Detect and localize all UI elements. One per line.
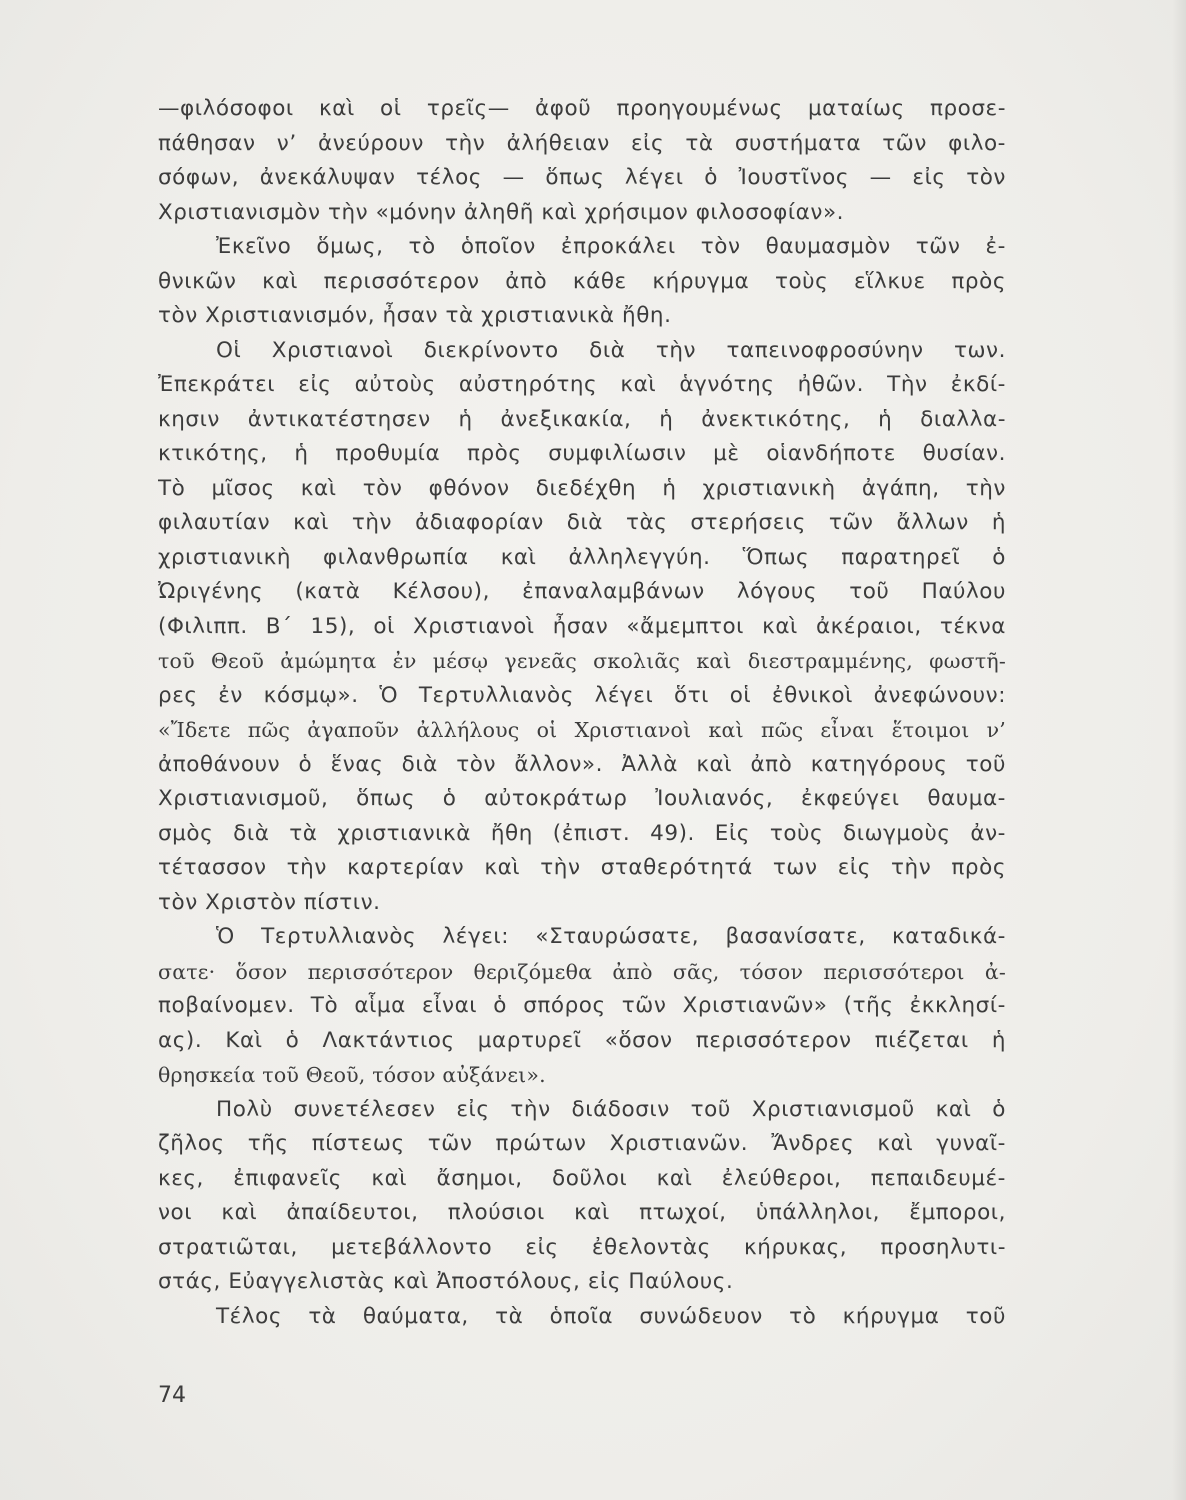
text-line: —φιλόσοφοι καὶ οἱ τρεῖς— ἀφοῦ προηγουμένως ματαίως προσε- bbox=[158, 96, 1006, 121]
text-line: τέτασσον τὴν καρτερίαν καὶ τὴν σταθερότητά των εἰς τὴν πρὸς bbox=[158, 855, 1006, 880]
body-text bbox=[158, 92, 1006, 1334]
text-line: Ἐπεκράτει εἰς αὐτοὺς αὐστηρότης καὶ ἁγνότης ἠθῶν. Τὴν ἐκδί- bbox=[158, 372, 1006, 397]
text-line: θρησκεία τοῦ Θεοῦ, τόσον αὐξάνει». bbox=[158, 1063, 546, 1087]
text-line: τοῦ Θεοῦ ἀμώμητα ἐν μέσῳ γενεᾶς σκολιᾶς καὶ διεστραμμένης, φωστῆ- bbox=[158, 649, 1006, 673]
text-line: νοι καὶ ἀπαίδευτοι, πλούσιοι καὶ πτωχοί, ὑπάλληλοι, ἔμποροι, bbox=[158, 1200, 1006, 1225]
text-line: Πολὺ συνετέλεσεν εἰς τὴν διάδοσιν τοῦ Χριστιανισμοῦ καὶ ὁ bbox=[216, 1096, 1006, 1122]
text-line: ας). Καὶ ὁ Λακτάντιος μαρτυρεῖ «ὅσον περισσότερον πιέζεται ἡ bbox=[158, 1027, 1006, 1053]
page-number: 74 bbox=[158, 1383, 186, 1408]
text-line: στάς, Εὐαγγελιστὰς καὶ Ἀποστόλους, εἰς Παύλους. bbox=[158, 1269, 734, 1294]
text-line: τὸν Χριστὸν πίστιν. bbox=[158, 889, 381, 915]
text-line: σμὸς διὰ τὰ χριστιανικὰ ἤθη (ἐπιστ. 49). Εἰς τοὺς διωγμοὺς ἀν- bbox=[158, 820, 1006, 846]
text-line: πάθησαν ν’ ἀνεύρουν τὴν ἀλήθειαν εἰς τὰ συστήματα τῶν φιλο- bbox=[158, 130, 1006, 156]
text-line: Χριστιανισμὸν τὴν «μόνην ἀληθῆ καὶ χρήσιμον φιλοσοφίαν». bbox=[158, 199, 845, 225]
text-line: στρατιῶται, μετεβάλλοντο εἰς ἐθελοντὰς κήρυκας, προσηλυτι- bbox=[158, 1234, 1006, 1260]
text-line: κησιν ἀντικατέστησεν ἡ ἀνεξικακία, ἡ ἀνεκτικότης, ἡ διαλλα- bbox=[158, 406, 1006, 432]
text-line: σόφων, ἀνεκάλυψαν τέλος — ὅπως λέγει ὁ Ἰουστῖνος — εἰς τὸν bbox=[158, 165, 1006, 190]
text-line: ποβαίνομεν. Τὸ αἷμα εἶναι ὁ σπόρος τῶν Χριστιανῶν» (τῆς ἐκκλησί- bbox=[158, 993, 1006, 1018]
text-line: τὸν Χριστιανισμόν, ἦσαν τὰ χριστιανικὰ ἤθη. bbox=[158, 303, 672, 328]
text-line: «Ἴδετε πῶς ἀγαποῦν ἀλλήλους οἱ Χριστιανοὶ καὶ πῶς εἶναι ἕτοιμοι ν’ bbox=[158, 718, 1006, 742]
text-line: ἀποθάνουν ὁ ἕνας διὰ τὸν ἄλλον». Ἀλλὰ καὶ ἀπὸ κατηγόρους τοῦ bbox=[158, 751, 1006, 777]
text-line: Χριστιανισμοῦ, ὅπως ὁ αὐτοκράτωρ Ἰουλιανός, ἐκφεύγει θαυμα- bbox=[158, 786, 1006, 811]
text-line: Οἱ Χριστιανοὶ διεκρίνοντο διὰ τὴν ταπεινοφροσύνην των. bbox=[216, 337, 1006, 363]
text-line: Ἐκεῖνο ὅμως, τὸ ὁποῖον ἐπροκάλει τὸν θαυμασμὸν τῶν ἐ- bbox=[216, 234, 1006, 259]
text-line: ζῆλος τῆς πίστεως τῶν πρώτων Χριστιανῶν. Ἄνδρες καὶ γυναῖ- bbox=[158, 1131, 1006, 1156]
text-line: θνικῶν καὶ περισσότερον ἀπὸ κάθε κήρυγμα τοὺς εἵλκυε πρὸς bbox=[158, 268, 1006, 294]
text-line: ρες ἐν κόσμῳ». Ὁ Τερτυλλιανὸς λέγει ὅτι οἱ ἐθνικοὶ ἀνεφώνουν: bbox=[158, 682, 1006, 708]
text-line: φιλαυτίαν καὶ τὴν ἀδιαφορίαν διὰ τὰς στερήσεις τῶν ἄλλων ἡ bbox=[158, 510, 1006, 535]
text-line: Τὸ μῖσος καὶ τὸν φθόνον διεδέχθη ἡ χριστιανικὴ ἀγάπη, τὴν bbox=[158, 475, 1006, 501]
text-line: Ὁ Τερτυλλιανὸς λέγει: «Σταυρώσατε, βασανίσατε, καταδικά- bbox=[216, 924, 1006, 949]
text-line: Ὠριγένης (κατὰ Κέλσου), ἐπαναλαμβάνων λόγους τοῦ Παύλου bbox=[158, 579, 1006, 604]
page-edge-shadow bbox=[1172, 0, 1186, 1500]
text-line: κες, ἐπιφανεῖς καὶ ἄσημοι, δοῦλοι καὶ ἐλεύθεροι, πεπαιδευμέ- bbox=[158, 1165, 1006, 1191]
text-line: χριστιανικὴ φιλανθρωπία καὶ ἀλληλεγγύη. Ὅπως παρατηρεῖ ὁ bbox=[158, 544, 1006, 570]
text-line: Τέλος τὰ θαύματα, τὰ ὁποῖα συνώδευον τὸ κήρυγμα τοῦ bbox=[216, 1303, 1006, 1329]
text-line: σατε· ὅσον περισσότερον θεριζόμεθα ἀπὸ σᾶς, τόσον περισσότεροι ἀ- bbox=[158, 959, 1006, 984]
text-line: (Φιλιππ. Β΄ 15), οἱ Χριστιανοὶ ἦσαν «ἄμεμπτοι καὶ ἀκέραιοι, τέκνα bbox=[158, 613, 1006, 639]
text-line: κτικότης, ἡ προθυμία πρὸς συμφιλίωσιν μὲ οἱανδήποτε θυσίαν. bbox=[158, 441, 1006, 466]
